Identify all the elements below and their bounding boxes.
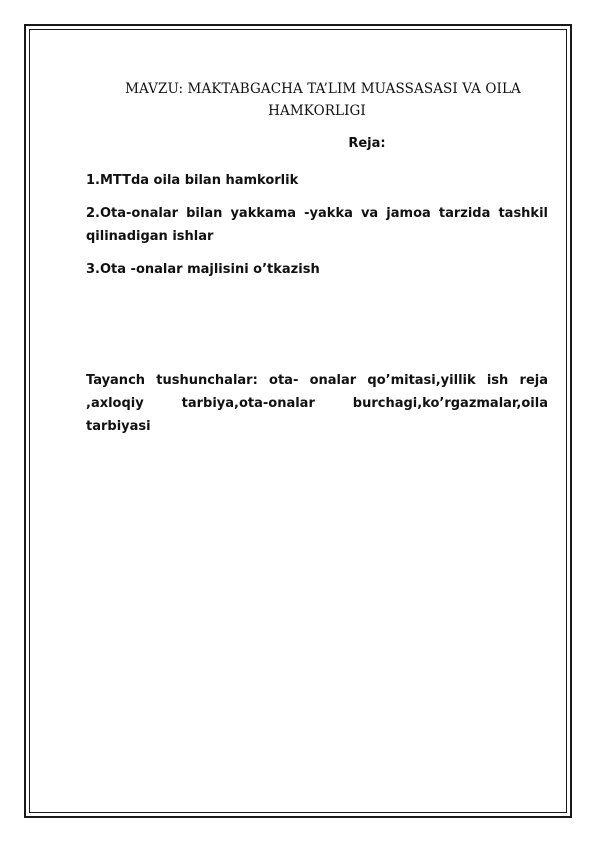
document-title	[86, 78, 548, 122]
plan-list	[86, 169, 548, 281]
plan-item-1: 1.MTTda oila bilan hamkorlik	[86, 173, 299, 188]
plan-item-3: 3.Ota -onalar majlisini o’tkazish	[86, 262, 320, 277]
title-line-2: HAMKORLIGI	[268, 103, 366, 119]
keywords-paragraph: Tayanch tushunchalar: ota- onalar qo’mitasi,yillik ish reja ,axloqiy tarbiya,ota-onalar burchagi,ko’rgazmalar,oila tarbiyasi	[86, 373, 548, 434]
plan-heading: Reja:	[348, 136, 386, 151]
title-line-1: MAVZU: MAKTABGACHA TA’LIM MUASSASASI VA OILA	[125, 81, 521, 97]
document-content	[86, 78, 548, 438]
plan-item-2: 2.Ota-onalar bilan yakkama -yakka va jamoa tarzida tashkil qilinadigan ishlar	[86, 206, 548, 244]
spacer	[86, 291, 548, 369]
